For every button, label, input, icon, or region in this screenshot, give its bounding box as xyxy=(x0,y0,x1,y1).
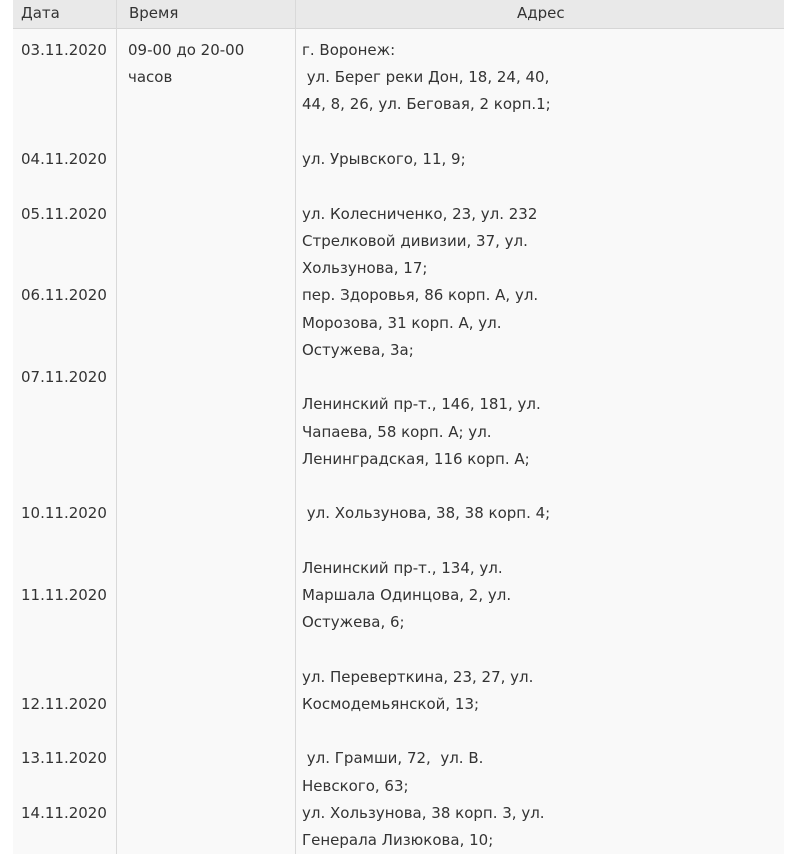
address-line: Генерала Лизюкова, 10; xyxy=(302,831,494,849)
address-line: Ленинградская, 116 корп. А; xyxy=(302,450,530,468)
date-cell: 03.11.2020 xyxy=(21,41,107,59)
date-cell: 04.11.2020 xyxy=(21,150,107,168)
address-line: Невского, 63; xyxy=(302,777,409,795)
time-line: 09-00 до 20-00 xyxy=(128,41,245,59)
address-line: Чапаева, 58 корп. А; ул. xyxy=(302,423,492,441)
address-line: ул. Колесниченко, 23, ул. 232 xyxy=(302,205,538,223)
address-line: ул. Грамши, 72, ул. В. xyxy=(302,749,484,767)
header-date: Дата xyxy=(21,4,60,22)
date-cell: 10.11.2020 xyxy=(21,504,107,522)
date-cell: 14.11.2020 xyxy=(21,804,107,822)
address-line: Хользунова, 17; xyxy=(302,259,428,277)
address-line: 44, 8, 26, ул. Беговая, 2 корп.1; xyxy=(302,95,551,113)
column-divider xyxy=(295,0,296,854)
address-line: ул. Хользунова, 38, 38 корп. 4; xyxy=(302,504,551,522)
address-line: ул. Берег реки Дон, 18, 24, 40, xyxy=(302,68,550,86)
address-line: ул. Переверткина, 23, 27, ул. xyxy=(302,668,534,686)
column-divider xyxy=(116,0,117,854)
address-line: Морозова, 31 корп. А, ул. xyxy=(302,314,502,332)
address-line: ул. Хользунова, 38 корп. 3, ул. xyxy=(302,804,545,822)
address-line: г. Воронеж: xyxy=(302,41,396,59)
schedule-table xyxy=(13,0,784,854)
date-cell: 11.11.2020 xyxy=(21,586,107,604)
date-cell: 05.11.2020 xyxy=(21,205,107,223)
address-line: Стрелковой дивизии, 37, ул. xyxy=(302,232,528,250)
date-cell: 13.11.2020 xyxy=(21,749,107,767)
header-time: Время xyxy=(129,4,179,22)
address-line: Ленинский пр-т., 146, 181, ул. xyxy=(302,395,541,413)
date-cell: 12.11.2020 xyxy=(21,695,107,713)
time-line: часов xyxy=(128,68,173,86)
address-line: Остужева, 3а; xyxy=(302,341,414,359)
header-address: Адрес xyxy=(517,4,565,22)
date-cell: 07.11.2020 xyxy=(21,368,107,386)
date-cell: 06.11.2020 xyxy=(21,286,107,304)
address-line: Космодемьянской, 13; xyxy=(302,695,480,713)
address-line: ул. Урывского, 11, 9; xyxy=(302,150,466,168)
address-line: Ленинский пр-т., 134, ул. xyxy=(302,559,503,577)
address-line: Маршала Одинцова, 2, ул. xyxy=(302,586,512,604)
address-line: пер. Здоровья, 86 корп. А, ул. xyxy=(302,286,539,304)
address-line: Остужева, 6; xyxy=(302,613,405,631)
